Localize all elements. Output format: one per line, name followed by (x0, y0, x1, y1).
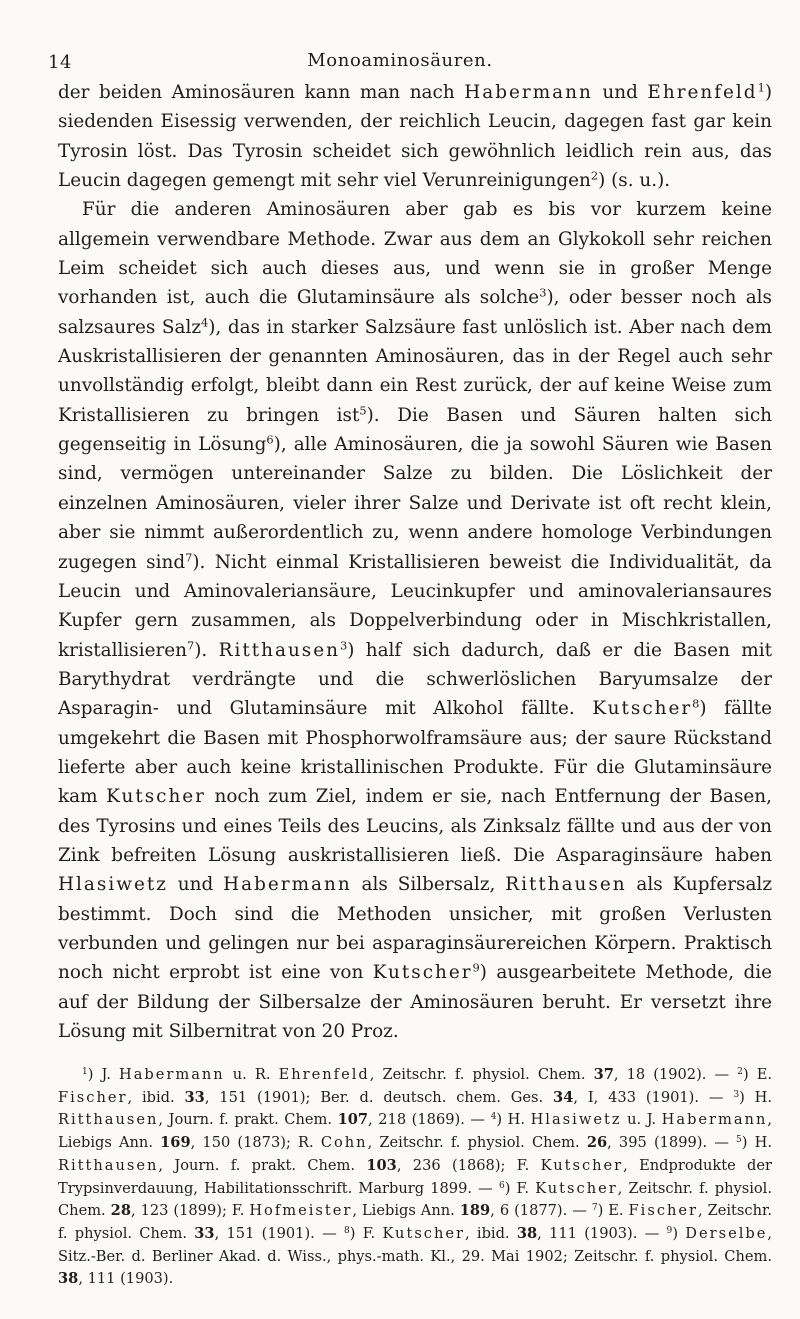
paragraph-2: Für die anderen Aminosäuren aber gab es bis vor kurzem keine allgemein verwendbare Methode. Zwar aus dem an Glykokoll sehr reichen Leim scheidet sich auch dieses aus, und wenn sie in großer Menge vorhanden ist, auch die Glutaminsäure als solche$^3$), oder besser noch als salzsaures Salz$^4$), das in starker Salzsäure fast unlöslich ist. Aber nach dem Auskristallisieren der genannten Aminosäuren, das in der Regel auch sehr unvollständig erfolgt, bleibt dann ein Rest zurück, der auf keine Weise zum Kristallisieren zu bringen ist$^5$). Die Basen und Säuren halten sich gegenseitig in Lösung$^6$), alle Aminosäuren, die ja sowohl Säuren wie Basen sind, vermögen untereinander Salze zu bilden. Die Löslichkeit der einzelnen Aminosäuren, vieler ihrer Salze und Derivate ist oft recht klein, aber sie nimmt außerordentlich zu, wenn andere homologe Verbindungen zugegen sind$^7$). Nicht einmal Kristallisieren beweist die Individualität, da Leucin und Aminovaleriansäure, Leucinkupfer und aminovaleriansaures Kupfer gern zusammen, als Doppelverbindung oder in Mischkristallen, kristallisieren$^7$). Ritthausen$^3$) half sich dadurch, daß er die Basen mit Barythydrat verdrängte und die schwerlöslichen Baryumsalze der Asparagin- und Glutaminsäure mit Alkohol fällte. Kutscher$^8$) fällte umgekehrt die Basen mit Phosphorwolframsäure aus; der saure Rückstand lieferte aber auch keine kristallinischen Produkte. Für die Glutaminsäure kam Kutscher noch zum Ziel, indem er sie, nach Entfernung der Basen, des Tyrosins und eines Teils des Leucins, als Zinksalz fällte und aus der von Zink befreiten Lösung auskristallisieren ließ. Die Asparaginsäure haben Hlasiwetz und Habermann als Silbersalz, Ritthausen als Kupfersalz bestimmt. Doch sind die Methoden unsicher, mit großen Verlusten verbunden und gelingen nur bei asparaginsäurereichen Körpern. Praktisch noch nicht erprobt ist eine von Kutscher$^9$) ausgearbeitete Methode, die auf der Bildung der Silbersalze der Aminosäuren beruht. Er versetzt ihre Lösung mit Silbernitrat von 20 Proz. (58, 199, 773, 1042)
footnote-number: 3 (733, 1089, 740, 1100)
paragraph-1: der beiden Aminosäuren kann man nach Habermann und Ehrenfeld$^1$) siedenden Eisessig verwenden, der reichlich Leucin, dagegen fast gar kein Tyrosin löst. Das Tyrosin scheidet sich gewöhnlich leidlich rein aus, das Leucin dagegen gemengt mit sehr viel Verunreinigungen$^2$) (s. u.). (58, 80, 772, 192)
author-name: Ritthausen (505, 874, 627, 896)
footnote-marker: 3 (539, 286, 547, 301)
author-name: Hlasiwetz (58, 874, 168, 896)
footnote-number: 1 (82, 1067, 88, 1078)
footnote-marker: 8 (692, 696, 700, 711)
footnote-number: 7 (591, 1203, 598, 1214)
author-name: Habermann (464, 82, 593, 103)
author-name: Ehrenfeld (647, 82, 758, 103)
author-name: Habermann (223, 874, 352, 896)
author-name: Kutscher (106, 786, 206, 808)
footnotes (58, 1064, 772, 1291)
page-number: 14 (48, 52, 72, 73)
footnote-marker: 1 (757, 80, 765, 95)
footnote-marker: 7 (185, 550, 193, 565)
author-name: Kutscher (592, 698, 693, 720)
author-name: Kutscher (372, 962, 473, 984)
footnote-marker: 9 (472, 961, 480, 976)
footnote-marker: 2 (590, 168, 599, 183)
footnote-number: 4 (490, 1112, 497, 1123)
page-header (0, 44, 800, 74)
running-title: Monoaminosäuren. (307, 50, 493, 71)
footnote-number: 6 (498, 1180, 505, 1191)
footnote-marker: 4 (201, 315, 209, 330)
author-name: Ritthausen (218, 639, 340, 661)
footnote-marker: 6 (266, 432, 274, 447)
footnote-block: $^1$) J. Habermann u. R. Ehrenfeld, Zeitschr. f. physiol. Chem. 37, 18 (1902). — $^2$) E. Fischer, ibid. 33, 151 (1901); Ber. d. deutsch. chem. Ges. 34, I, 433 (1901). — $^3$) H. Ritthausen, Journ. f. prakt. Chem. 107, 218 (1869). — $^4$) H. Hlasiwetz u. J. Habermann, Liebigs Ann. 169, 150 (1873); R. Cohn, Zeitschr. f. physiol. Chem. 26, 395 (1899). — $^5$) H. Ritthausen, Journ. f. prakt. Chem. 103, 236 (1868); F. Kutscher, Endprodukte der Trypsinverdauung, Habilitationsschrift. Marburg 1899. — $^6$) F. Kutscher, Zeitschr. f. physiol. Chem. 28, 123 (1899); F. Hofmeister, Liebigs Ann. 189, 6 (1877). — $^7$) E. Fischer, Zeitschr. f. physiol. Chem. 33, 151 (1901). — $^8$) F. Kutscher, ibid. 38, 111 (1903). — $^9$) Derselbe, Sitz.-Ber. d. Berliner Akad. d. Wiss., phys.-math. Kl., 29. Mai 1902; Zeitschr. f. physiol. Chem. 38, 111 (1903). (58, 1066, 773, 1288)
body-text (58, 78, 772, 1046)
footnote-marker: 7 (186, 638, 195, 653)
footnote-number: 2 (737, 1067, 743, 1078)
footnote-number: 9 (666, 1225, 673, 1236)
footnote-marker: 3 (339, 638, 348, 653)
footnote-marker: 5 (359, 403, 367, 418)
footnote-number: 5 (736, 1135, 742, 1146)
footnote-number: 8 (343, 1225, 350, 1236)
